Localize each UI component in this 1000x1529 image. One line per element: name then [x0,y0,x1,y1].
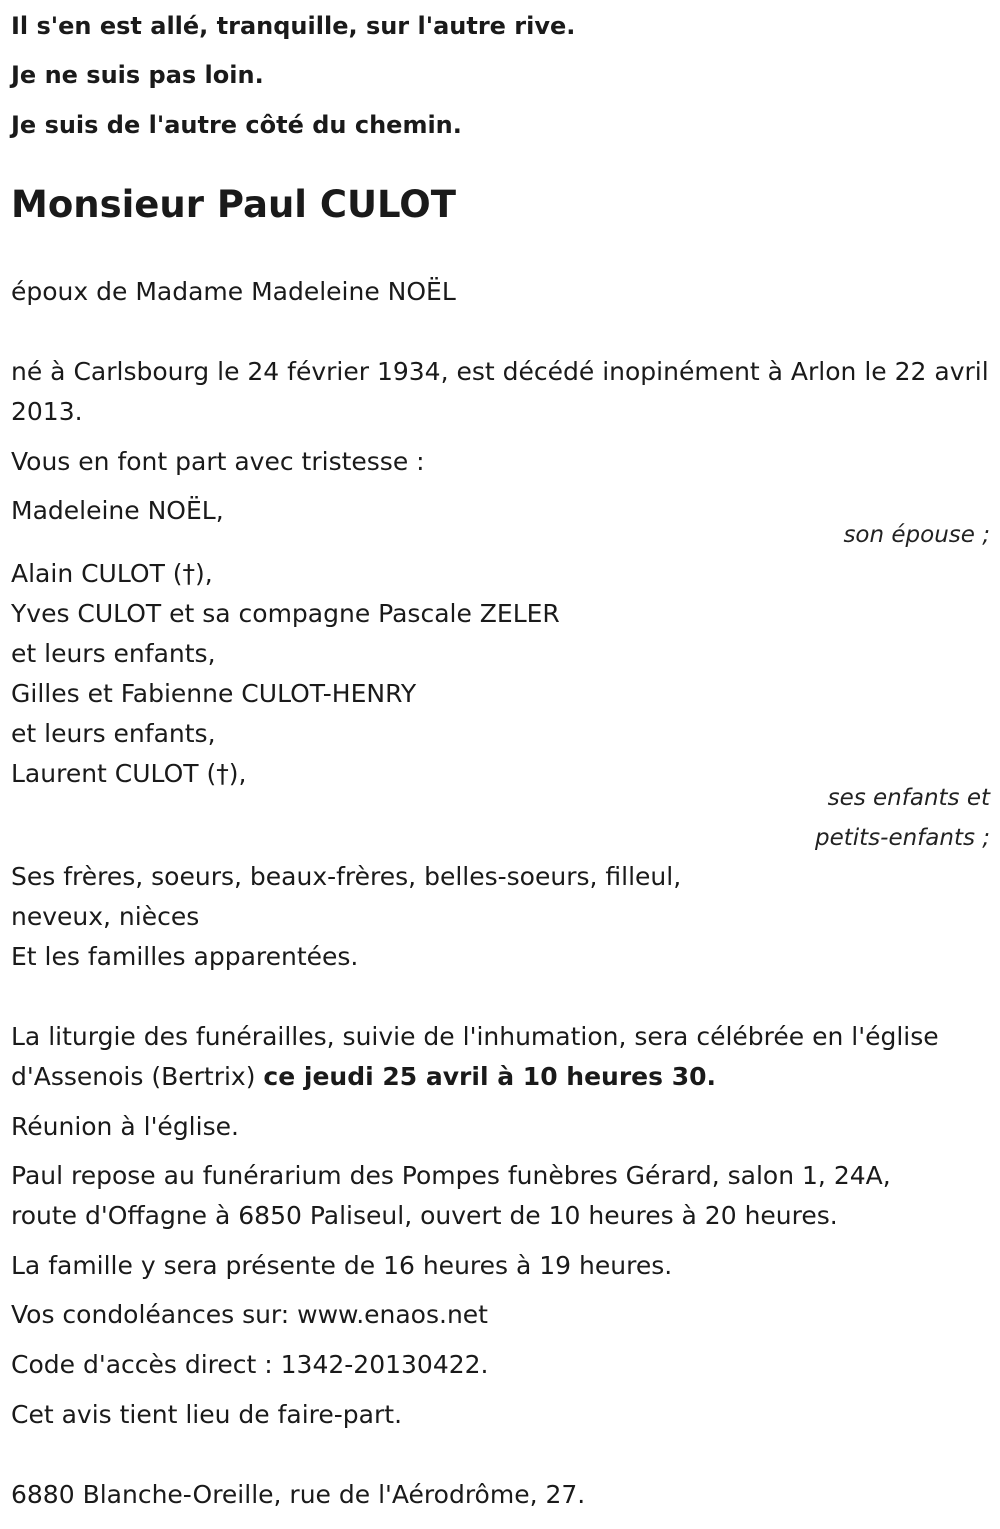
family-line-1: Ses frères, soeurs, beaux-frères, belles-soeurs, filleul, [11,862,682,891]
liturgy-line-2 [11,1057,716,1097]
liturgy-date: ce jeudi 25 avril à 10 heures 30. [263,1062,716,1091]
notice-text: Cet avis tient lieu de faire-part. [11,1400,403,1429]
spouse-line: époux de Madame Madeleine NOËL [11,277,456,306]
condolences-text: Vos condoléances sur: www.enaos.net [11,1300,488,1329]
meeting-text: Réunion à l'église. [11,1112,239,1141]
children-role-1: ses enfants et [827,785,990,811]
wife-name: Madeleine NOËL, [11,496,224,525]
presence-text: La famille y sera présente de 16 heures à 19 heures. [11,1251,673,1280]
child-line-3: et leurs enfants, [11,639,216,668]
poem-line-3: Je suis de l'autre côté du chemin. [11,111,462,139]
liturgy-place: d'Assenois (Bertrix) [11,1062,264,1091]
child-line-4: Gilles et Fabienne CULOT-HENRY [11,679,417,708]
poem-line-1: Il s'en est allé, tranquille, sur l'autre rive. [11,12,576,40]
child-line-2: Yves CULOT et sa compagne Pascale ZELER [11,599,560,628]
family-line-2: neveux, nièces [11,902,200,931]
children-role-2: petits-enfants ; [814,825,990,851]
rest-line-2: route d'Offagne à 6850 Paliseul, ouvert de 10 heures à 20 heures. [11,1201,838,1230]
wife-role: son épouse ; [843,522,990,548]
poem-line-2: Je ne suis pas loin. [11,61,264,89]
child-line-1: Alain CULOT (†), [11,559,213,588]
child-line-6: Laurent CULOT (†), [11,759,247,788]
family-line-3: Et les familles apparentées. [11,942,359,971]
access-code-text: Code d'accès direct : 1342-20130422. [11,1350,489,1379]
rest-line-1: Paul repose au funérarium des Pompes funèbres Gérard, salon 1, 24A, [11,1161,891,1190]
deceased-name: Monsieur Paul CULOT [11,183,456,226]
child-line-5: et leurs enfants, [11,719,216,748]
birth-death-text: né à Carlsbourg le 24 février 1934, est décédé inopinément à Arlon le 22 avril 2013. [11,357,989,426]
address-text: 6880 Blanche-Oreille, rue de l'Aérodrôme, 27. [11,1480,586,1509]
intro-text: Vous en font part avec tristesse : [11,447,425,476]
liturgy-line-1: La liturgie des funérailles, suivie de l'inhumation, sera célébrée en l'église [11,1022,939,1051]
